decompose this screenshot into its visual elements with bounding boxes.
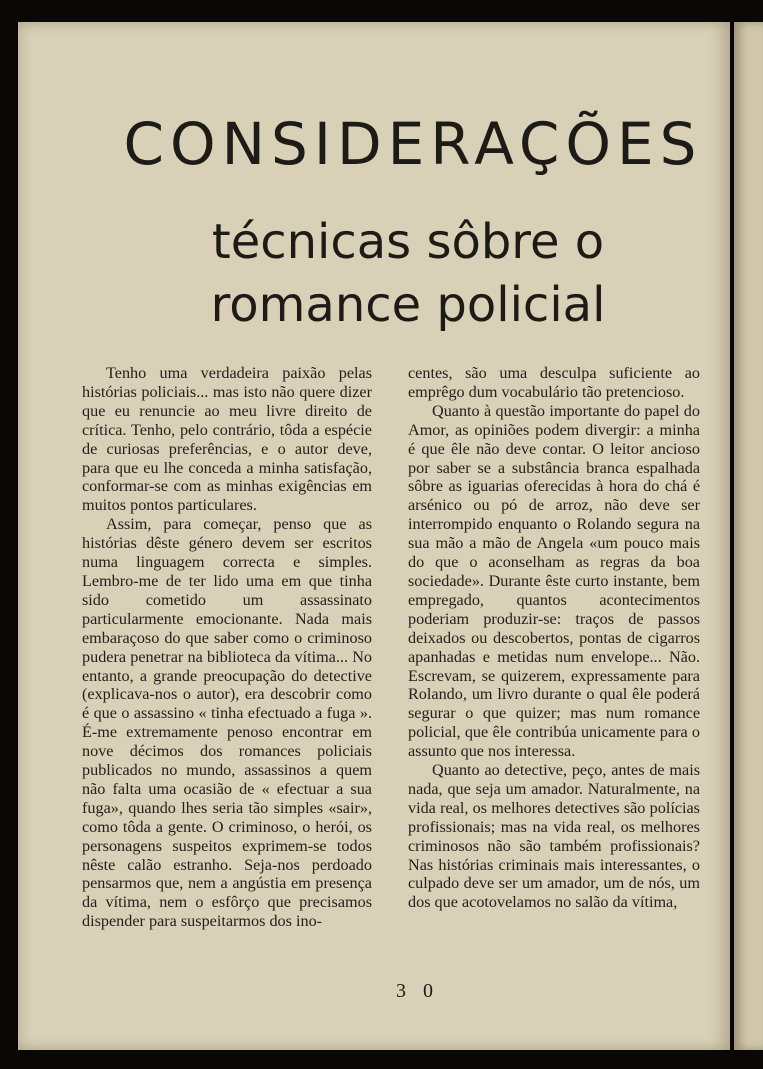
right-text-column (408, 364, 700, 912)
page-number: 3 0 (396, 980, 439, 1002)
paragraph: Quanto ao detective, peço, antes de mais nada, que seja um amador. Naturalmente, na vida real, os melhores detectives são polícias profissionais; mas na vida real, os melhores criminosos não são também profissionais? Nas histórias criminais mais interessantes, o culpado deve ser um amador, um de nós, um dos que acotovelamos no salão da vítima, (408, 761, 700, 912)
left-text-column (82, 364, 372, 931)
magazine-page (18, 22, 730, 1050)
article-subtitle-line-2: romance policial (210, 277, 606, 333)
adjacent-page-edge (734, 22, 763, 1050)
article-subtitle-line-1: técnicas sôbre o (211, 214, 605, 270)
paragraph: centes, são uma desculpa suficiente ao emprêgo dum vocabulário tão pretencioso. (408, 364, 700, 401)
paragraph: Tenho uma verdadeira paixão pelas histórias policiais... mas isto não quere dizer que eu renuncie ao meu livre direito de crítica. Tenho, pelo contrário, tôda a espécie de curiosas preferências, e o autor deve, para que eu lhe conceda a minha satisfação, conformar-se com as minhas exigências em muitos pontos particulares. (82, 364, 372, 515)
paragraph: Quanto à questão importante do papel do Amor, as opiniões podem divergir: a minha é que êle não deve contar. O leitor ancioso por saber se a substância branca espalhada sôbre as iguarias oferecidas à hora do chá é arsénico ou pó de arroz, não deve ser interrompido enquanto o Rolando segura na sua mão a mão de Angela «um pouco mais do que o aconselham as regras da boa sociedade». Durante êste curto instante, bem empregado, quantos acontecimentos poderiam produzir-se: traços de passos deixados ou descobertos, pontas de cigarros apanhadas e metidas num envelope... Não. Escrevam, se quizerem, expressamente para Rolando, um livro durante o qual êle poderá segurar o que quizer; mas num romance policial, que êle contribúa unicamente para o assunto que nos interessa. (408, 401, 700, 761)
article-title: CONSIDERAÇÕES (123, 110, 703, 178)
paragraph: Assim, para começar, penso que as histórias dêste género devem ser escritos numa linguagem correcta e simples. Lembro-me de ter lido uma em que tinha sido cometido um assassinato particularmente emocionante. Nada mais embaraçoso do que saber como o criminoso pudera penetrar na biblioteca da vítima... No entanto, a grande preocupação do detective (explicava-nos o autor), era descobrir como é que o assassino « tinha efectuado a fuga ». É-me extremamente penoso encontrar em nove décimos dos romances policiais publicados no mundo, assassinos a quem não falta uma ocasião de « efectuar a sua fuga», quando lhes seria tão simples «sair», como tôda a gente. O criminoso, o herói, os personagens suspeitos exprimem-se todos nêste calão estranho. Seja-nos perdoado pensarmos que, nem a angústia em presença da vítima, nem o esfôrço que precisamos dispender para suspeitarmos dos ino- (82, 515, 372, 931)
